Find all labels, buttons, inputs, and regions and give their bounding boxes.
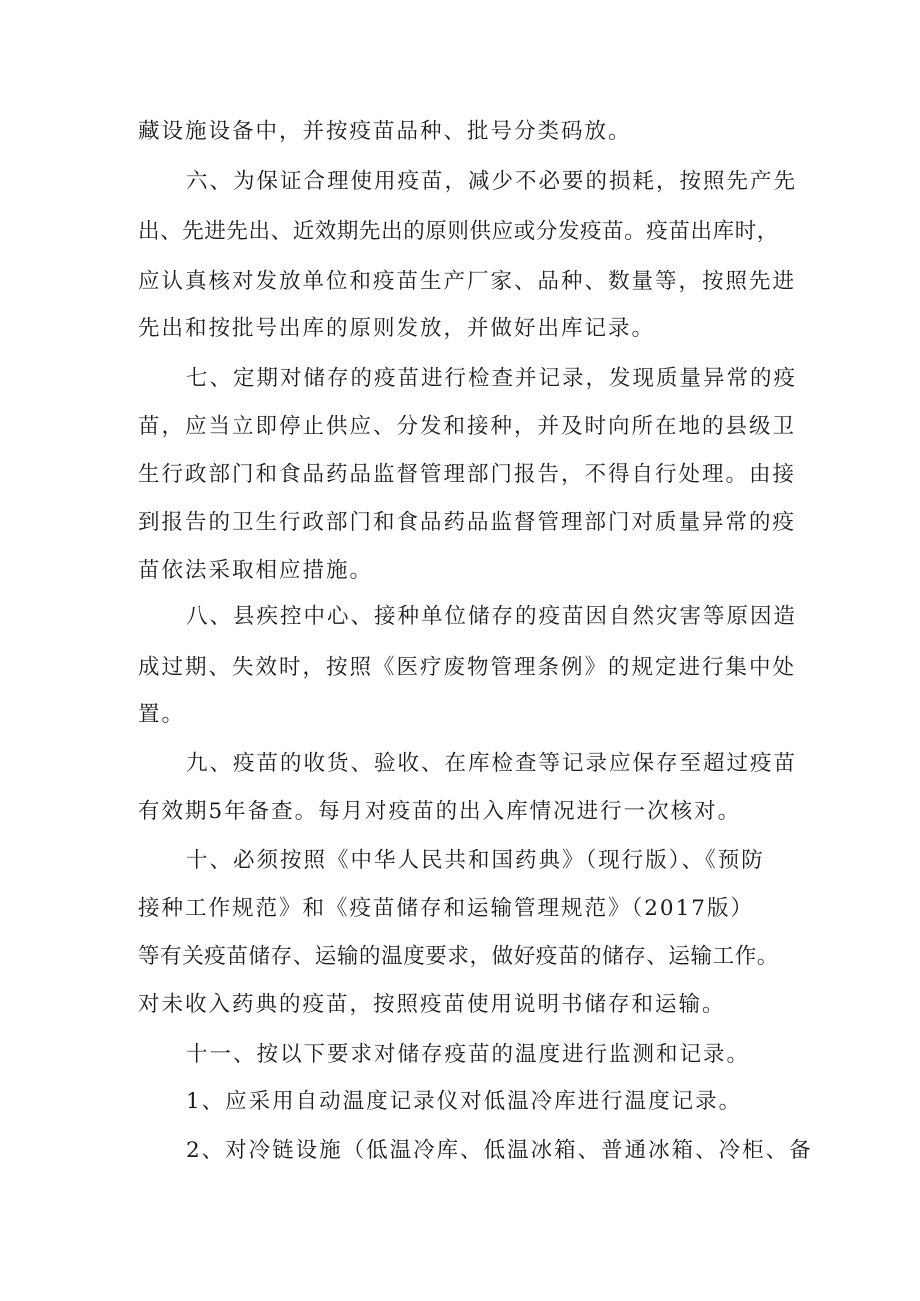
text-line: 生行政部门和食品药品监督管理部门报告，不得自行处理。由接 xyxy=(138,462,797,487)
text-line: 六、为保证合理使用疫苗，减少不必要的损耗，按照先产先 xyxy=(186,169,798,194)
text-line: 有效期5年备查。每月对疫苗的出入库情况进行一次核对。 xyxy=(138,799,742,824)
text-line: 1、应采用自动温度记录仪对低温冷库进行温度记录。 xyxy=(186,1089,743,1114)
text-line: 八、县疾控中心、接种单位储存的疫苗因自然灾害等原因造 xyxy=(186,604,798,629)
text-line: 苗，应当立即停止供应、分发和接种，并及时向所在地的县级卫 xyxy=(138,414,797,439)
text-line: 先出和按批号出库的原则发放，并做好出库记录。 xyxy=(138,316,656,341)
text-line: 苗依法采取相应措施。 xyxy=(138,558,374,583)
text-line: 出、先进先出、近效期先出的原则供应或分发疫苗。疫苗出库时， xyxy=(138,219,779,244)
text-line: 十、必须按照《中华人民共和国药典》（现行版）、《预防 xyxy=(186,848,765,873)
text-line: 到报告的卫生行政部门和食品药品监督管理部门对质量异常的疫 xyxy=(138,510,797,535)
text-line: 接种工作规范》和《疫苗储存和运输管理规范》（2017版） xyxy=(138,896,754,921)
text-line: 七、定期对储存的疫苗进行检查并记录，发现质量异常的疫 xyxy=(186,366,798,391)
text-line: 2、对冷链设施（低温冷库、低温冰箱、普通冰箱、冷柜、备 xyxy=(186,1138,813,1163)
text-line: 九、疫苗的收货、验收、在库检查等记录应保存至超过疫苗 xyxy=(186,751,798,776)
text-line: 成过期、失效时，按照《医疗废物管理条例》的规定进行集中处 xyxy=(138,655,797,680)
text-line: 藏设施设备中，并按疫苗品种、批号分类码放。 xyxy=(138,119,632,144)
text-line: 十一、按以下要求对储存疫苗的温度进行监测和记录。 xyxy=(186,1042,751,1067)
text-line: 置。 xyxy=(138,702,186,727)
text-line: 应认真核对发放单位和疫苗生产厂家、品种、数量等，按照先进 xyxy=(138,269,797,294)
text-line: 等有关疫苗储存、运输的温度要求，做好疫苗的储存、运输工作。 xyxy=(138,944,779,969)
text-line: 对未收入药典的疫苗，按照疫苗使用说明书储存和运输。 xyxy=(138,992,726,1017)
